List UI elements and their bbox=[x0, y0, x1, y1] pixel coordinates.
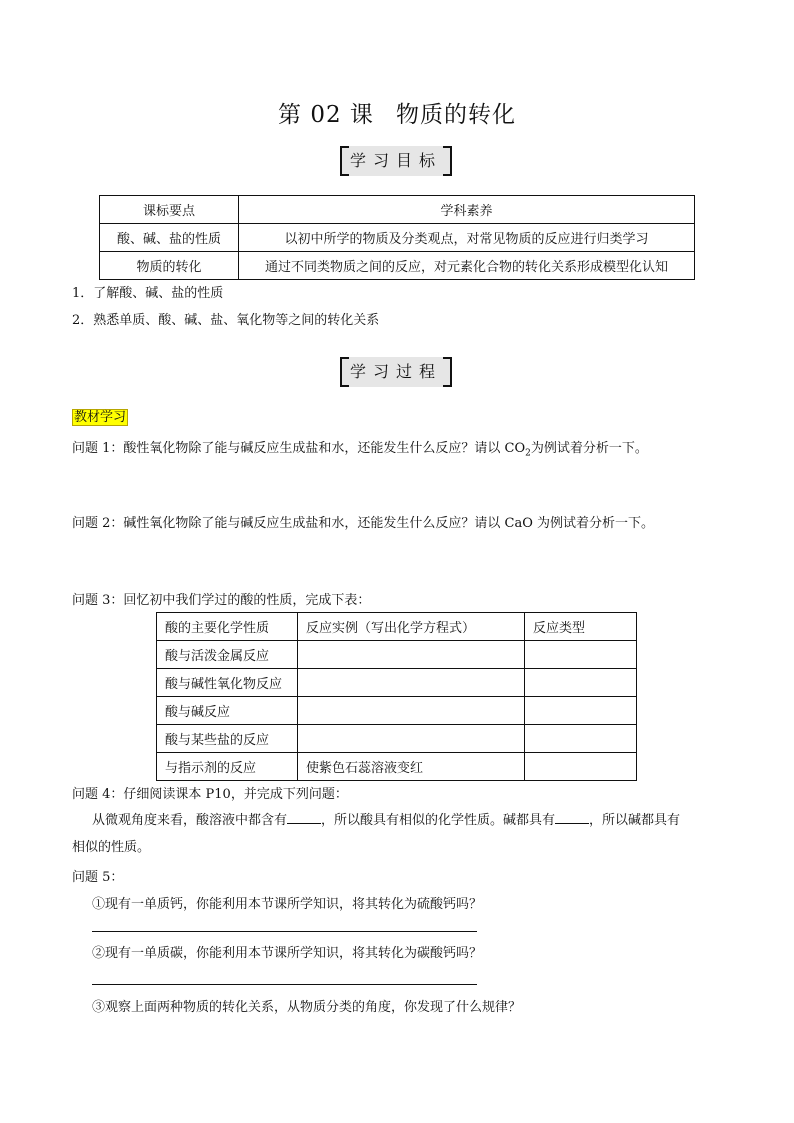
answer-cell[interactable] bbox=[525, 697, 637, 725]
lesson-number: 第 02 课 bbox=[278, 102, 374, 128]
answer-cell[interactable] bbox=[525, 725, 637, 753]
table-cell: 物质的转化 bbox=[100, 252, 239, 280]
question-1-text: 问题 1：酸性氧化物除了能与碱反应生成盐和水，还能发生什么反应？请以 CO bbox=[72, 441, 526, 456]
section-header-process: 学习过程 bbox=[340, 357, 452, 387]
table-cell: 以初中所学的物质及分类观点，对常见物质的反应进行归类学习 bbox=[239, 224, 695, 252]
table-header-cell: 学科素养 bbox=[239, 196, 695, 224]
answer-cell[interactable] bbox=[298, 725, 525, 753]
question-4-part: ，所以酸具有相似的化学性质。碱都具有 bbox=[321, 813, 556, 828]
answer-cell[interactable] bbox=[298, 641, 525, 669]
goal-item: 1．了解酸、碱、盐的性质 bbox=[72, 286, 224, 301]
question-5-item: ③观察上面两种物质的转化关系，从物质分类的角度，你发现了什么规律？ bbox=[92, 1000, 522, 1015]
table-cell: 酸与碱反应 bbox=[157, 697, 298, 725]
section-header-goals: 学习目标 bbox=[340, 146, 452, 176]
table-header-row bbox=[100, 196, 695, 224]
question-2: 问题 2：碱性氧化物除了能与碱反应生成盐和水，还能发生什么反应？请以 CaO 为例试着分析一下。 bbox=[72, 516, 655, 531]
answer-cell[interactable] bbox=[525, 669, 637, 697]
question-4-title: 问题 4：仔细阅读课本 P10，并完成下列问题： bbox=[72, 787, 348, 802]
lesson-topic: 物质的转化 bbox=[395, 102, 516, 128]
table-row bbox=[100, 224, 695, 252]
question-1-suffix: 为例试着分析一下。 bbox=[530, 441, 648, 456]
question-3: 问题 3：回忆初中我们学过的酸的性质，完成下表： bbox=[72, 593, 371, 608]
table-row bbox=[100, 252, 695, 280]
table-cell: 通过不同类物质之间的反应，对元素化合物的转化关系形成模型化认知 bbox=[239, 252, 695, 280]
question-4-part: 从微观角度来看，酸溶液中都含有 bbox=[92, 813, 288, 828]
table-header-cell: 课标要点 bbox=[100, 196, 239, 224]
question-4-part: ，所以碱都具有 bbox=[589, 813, 681, 828]
question-5-item: ①现有一单质钙，你能利用本节课所学知识，将其转化为硫酸钙吗？ bbox=[92, 897, 483, 912]
goals-table bbox=[99, 195, 695, 280]
answer-cell[interactable] bbox=[298, 669, 525, 697]
table-cell: 酸、碱、盐的性质 bbox=[100, 224, 239, 252]
table-row bbox=[157, 641, 637, 669]
page-title bbox=[0, 96, 794, 129]
table-cell: 酸与某些盐的反应 bbox=[157, 725, 298, 753]
table-cell: 酸与碱性氧化物反应 bbox=[157, 669, 298, 697]
answer-blank[interactable] bbox=[555, 811, 589, 824]
table-row bbox=[157, 697, 637, 725]
question-4-body bbox=[92, 809, 680, 828]
answer-cell[interactable] bbox=[525, 753, 637, 781]
question-4-line2: 相似的性质。 bbox=[72, 840, 151, 855]
acid-properties-table bbox=[156, 612, 637, 781]
question-5-title: 问题 5： bbox=[72, 870, 124, 885]
answer-line[interactable] bbox=[92, 931, 477, 932]
goal-item: 2．熟悉单质、酸、碱、盐、氧化物等之间的转化关系 bbox=[72, 313, 380, 328]
table-row bbox=[157, 669, 637, 697]
table-row bbox=[157, 725, 637, 753]
question-1 bbox=[72, 437, 648, 459]
table-cell: 酸与活泼金属反应 bbox=[157, 641, 298, 669]
table-cell: 与指示剂的反应 bbox=[157, 753, 298, 781]
question-5-item: ②现有一单质碳，你能利用本节课所学知识，将其转化为碳酸钙吗？ bbox=[92, 946, 483, 961]
answer-line[interactable] bbox=[92, 984, 477, 985]
answer-cell[interactable] bbox=[298, 697, 525, 725]
answer-cell[interactable] bbox=[525, 641, 637, 669]
table-header-cell: 酸的主要化学性质 bbox=[157, 613, 298, 641]
textbook-tag bbox=[72, 406, 128, 425]
table-row bbox=[157, 753, 637, 781]
highlight-tag: 教材学习 bbox=[74, 410, 127, 425]
table-cell: 使紫色石蕊溶液变红 bbox=[298, 753, 525, 781]
table-header-cell: 反应类型 bbox=[525, 613, 637, 641]
answer-blank[interactable] bbox=[287, 811, 321, 824]
table-header-row bbox=[157, 613, 637, 641]
table-header-cell: 反应实例（写出化学方程式） bbox=[298, 613, 525, 641]
subscript: 2 bbox=[525, 448, 531, 459]
